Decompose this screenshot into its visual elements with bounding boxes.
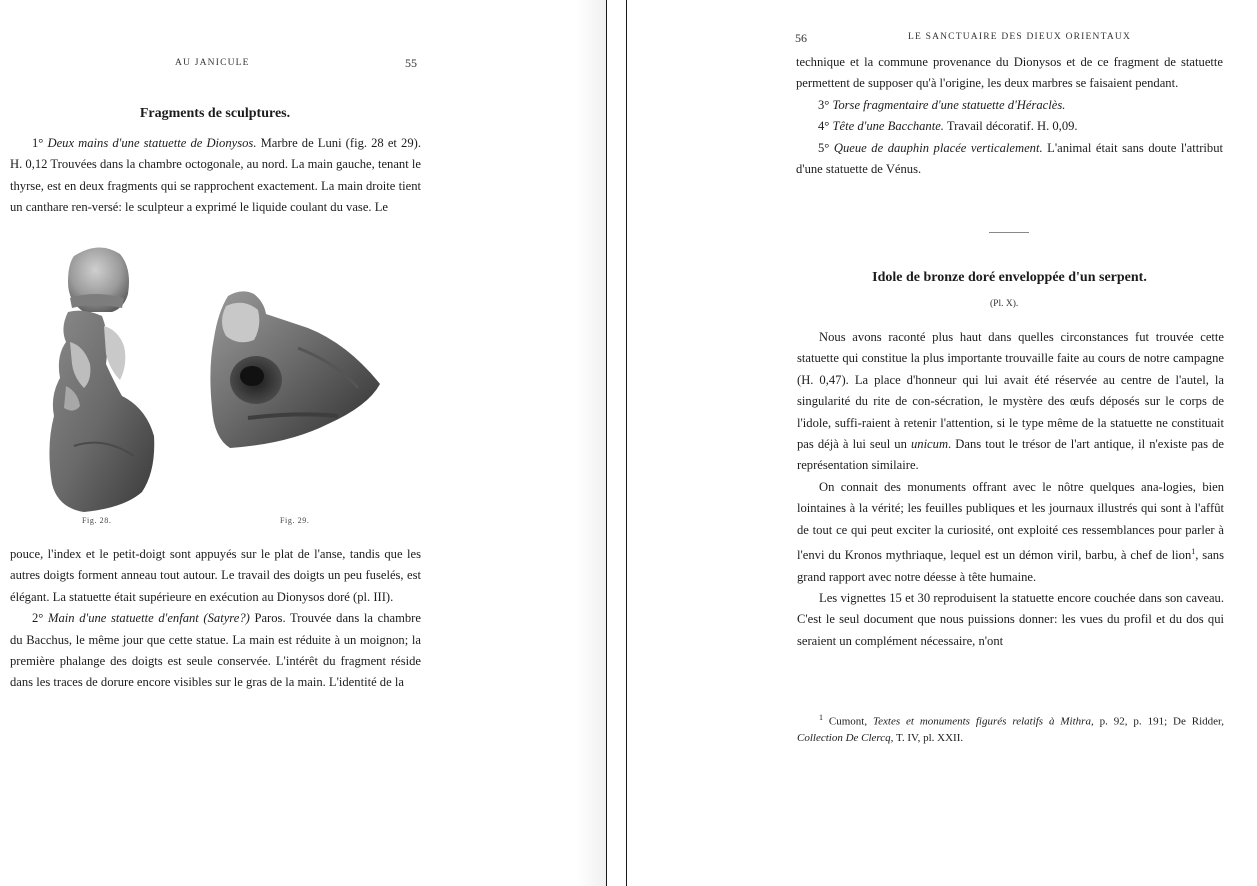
paragraph-text: pouce, l'index et le petit-doigt sont appuyés sur le plat de l'anse, tandis que les autres doigts forment anneau tout autour. Le travail des doigts un peu fuselés, est élégant. La statuette était supérieure en exécution au Dionysos doré (pl. III). bbox=[10, 547, 421, 604]
figure-28-caption: Fig. 28. bbox=[82, 516, 112, 525]
running-head: AU JANICULE bbox=[175, 58, 250, 68]
footnote-text: p. 92, p. 191; De Ridder, bbox=[1093, 715, 1225, 728]
footnote bbox=[797, 710, 1224, 746]
paragraph-1 bbox=[10, 133, 421, 219]
plate-reference: (Pl. X). bbox=[990, 299, 1019, 309]
paragraph-text: . Dans tout le trésor de l'art antique, il n'existe pas de représentation similaire. bbox=[797, 437, 1224, 473]
figure-29-image bbox=[208, 288, 384, 450]
footnote-text: Cumont, bbox=[823, 715, 874, 728]
footnote-title: Textes et monuments figurés relatifs à Mithra, bbox=[873, 715, 1094, 728]
paragraph-text: Les vignettes 15 et 30 reproduisent la statuette encore couchée dans son caveau. C'est le seul document que nous puissions donner: les vues du profil et du dos qui seraient un complément nécessaire, n'ont bbox=[797, 591, 1224, 648]
running-head: LE SANCTUAIRE DES DIEUX ORIENTAUX bbox=[908, 32, 1132, 42]
section-heading: Fragments de sculptures. bbox=[139, 106, 291, 121]
item-title: Torse fragmentaire d'une statuette d'Héraclès. bbox=[832, 97, 1066, 112]
item-title: Tête d'une Bacchante. bbox=[832, 119, 944, 134]
item-number: 3° bbox=[818, 97, 830, 112]
section-heading: Idole de bronze doré enveloppée d'un serpent. bbox=[872, 270, 1147, 285]
item-number: 5° bbox=[818, 140, 830, 155]
italic-term: unicum bbox=[910, 437, 949, 452]
item-title: Queue de dauphin placée verticalement. bbox=[833, 140, 1043, 155]
gutter-line bbox=[606, 0, 607, 886]
footnote-title: Collection De Clercq, bbox=[797, 731, 894, 744]
paragraph-text: L'animal était sans doute l'attribut d'une statuette de Vénus. bbox=[796, 140, 1223, 177]
right-page bbox=[627, 0, 1257, 886]
footnote-marker: 1 bbox=[1191, 547, 1196, 557]
paragraph-text: Nous avons raconté plus haut dans quelles circonstances fut trouvée cette statuette qui constitue la plus importante trouvaille faite au cours de notre campagne (H. 0,47). La place d'honneur qui lui avait été réservée au centre de l'autel, la singularité du rite de con-sécration, le mystère des œufs déposés sur le corps de l'idole, suffi-raient à retenir l'attention, si le type même de la statuette ne constituait pas déjà à lui seul un bbox=[797, 330, 1224, 452]
left-page bbox=[0, 0, 606, 886]
page-edge-shadow bbox=[576, 0, 606, 886]
book-gutter bbox=[606, 0, 627, 886]
paragraph-text: On connait des monuments offrant avec le nôtre quelques ana-logies, bien lointaines à la vérité; les feuilles publiques et les journaux illustrés qui sont à l'affût de tout ce qui peut exciter la curiosité, ont exploité ces ressemblances pour parler à l'envi du Kronos mythriaque, lequel est un démon viril, barbu, à chef de lion bbox=[797, 479, 1224, 563]
item-number: 2° bbox=[32, 611, 44, 626]
page-number: 56 bbox=[795, 31, 807, 45]
figure-29-caption: Fig. 29. bbox=[280, 516, 310, 525]
section-separator bbox=[989, 232, 1029, 233]
paragraph-1-continued bbox=[10, 544, 421, 694]
page-number: 55 bbox=[405, 56, 417, 70]
footnote-text: T. IV, pl. XXII. bbox=[893, 731, 964, 744]
item-number: 1° bbox=[32, 136, 44, 150]
footnote-number: 1 bbox=[819, 713, 823, 722]
item-number: 4° bbox=[818, 119, 830, 134]
paragraph-text: Marbre de Luni (fig. 28 et 29). H. 0,12 Trouvées dans la chambre octogonale, au nord. La main gauche, tenant le thyrse, est en deux fragments qui se rapprochent exactement. La main droite tient un canthare ren-versé: le sculpteur a exprimé le liquide coulant du vase. Le bbox=[10, 136, 421, 215]
main-text bbox=[797, 327, 1224, 652]
item-title: Main d'une statuette d'enfant (Satyre?) bbox=[47, 611, 250, 626]
paragraph-text: technique et la commune provenance du Dionysos et de ce fragment de statuette permettent de supposer qu'à l'origine, les deux marbres se faisaient pendant. bbox=[796, 55, 1223, 91]
paragraph-text: Paros. Trouvée dans la chambre du Bacchus, le même jour que cette statue. La main est réduite à un moignon; la première phalange des doigts est seule conservée. L'intérêt du fragment réside dans les traces de dorure encore visibles sur le gras de la main. L'identité de la bbox=[10, 611, 421, 690]
paragraph-text: Travail décoratif. H. 0,09. bbox=[943, 119, 1078, 134]
figure-28-image bbox=[44, 246, 158, 512]
continued-paragraph bbox=[796, 52, 1223, 180]
item-title: Deux mains d'une statuette de Dionysos. bbox=[47, 136, 257, 150]
paragraph-text: , sans grand rapport avec notre déesse à tête humaine. bbox=[797, 548, 1224, 584]
